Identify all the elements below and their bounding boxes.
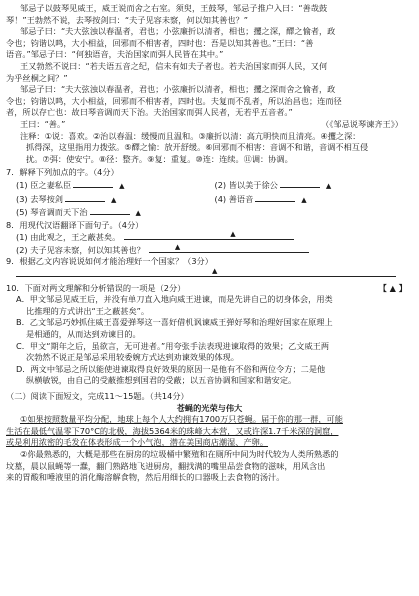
article-title: 苍蝇的光荣与伟大 [176, 402, 243, 413]
option-line: C．甲文“期年之后，虽欲言，无可进者。”用夸张手法表现进谏取得的效果；乙文威王两 [16, 340, 330, 351]
answer-bracket[interactable]: 【 ▲ 】 [378, 282, 407, 293]
answer-blank[interactable] [90, 206, 130, 215]
passage-line: 邹忌子以鼓琴见威王，威王说而舍之右室。须臾，王鼓琴，邹忌子推户入曰：“善哉鼓 [20, 3, 328, 13]
notes-line: 抓得深，这里指用力拨弦。⑤醳之愉：放开舒缓。⑥回邪而不相害：音调不和谐，音调不相互侵 [26, 142, 369, 153]
option-line: A．甲文邹忌见威王后，并没有单刀直入地向威王进谏，而是先讲自己的切身体会，用类 [16, 294, 333, 305]
passage-line: 王曰：“善。” [20, 118, 66, 129]
q7-item: (4) 善语音 [214, 193, 254, 204]
article-line: 来的胃酸和唾液里的消化酶溶解食物，然后用细长的口器吸上去食物的汤汁。 [6, 472, 285, 483]
answer-blank[interactable] [255, 193, 295, 202]
article-line: ①如果按照数量平均分配，地球上每个人大约拥有1700万只苍蝇。届于你的那一群，可能 [20, 414, 343, 425]
q8-item: (1) 由此观之，王之蔽甚矣。 [16, 232, 121, 243]
answer-marker-icon: ▲ [135, 209, 141, 218]
answer-marker-icon: ▲ [110, 195, 117, 204]
option-line: 纵横敏锐，由自己的受蔽推想到国君的受蔽；以五音协调和国家和谐安定。 [26, 375, 297, 386]
question-stem: 8．用现代汉语翻译下面句子。（4分） [6, 219, 144, 230]
article-line: 或是利用浓密的毛发在体表形成一个小气泡，潜在美国商店潮湿、产卵。 [6, 437, 269, 448]
article-line: ②你最熟悉的，大概是那些在厨房的垃圾桶中繁殖和在厕所中间为时代较为人类所熟悉的 [20, 448, 339, 459]
passage-line: 令也；钧谐以鸣，大小相益，回邪而不相害者，四时也。夫复而不乱者，所以治昌也；连而径 [6, 95, 342, 106]
question-7 [6, 167, 413, 219]
answer-marker-icon: ▲ [301, 195, 307, 204]
option-line: B．乙文邹忌巧妙抓住威王喜爱弹琴这一喜好借机讽谏威王弹好琴和治理好国家在原理上 [16, 317, 333, 328]
q7-item: (5) 琴音调而天下治 [16, 207, 88, 218]
passage-line: 语音。”邹忌子曰：“何独语音，夫治国家而弭人民皆在其中。” [6, 49, 224, 60]
question-8 [6, 220, 413, 257]
passage-line: 为乎丝桐之间？” [6, 72, 68, 83]
question-10 [6, 283, 413, 387]
option-line: D．两文中邹忌之所以能使进谏取得良好效果的原因一是他有不俗和两位令方；二是他 [16, 363, 326, 374]
article-line: 坟墓，晨以鼠蝇等一蠢，翻门熟路地飞进厨房，翻找满的嘴里品尝食物的滋味，用风含出 [6, 460, 326, 471]
section-2 [6, 391, 413, 484]
passage [6, 3, 413, 165]
question-stem: 9．根据乙文内容说说如何才能治理好一个国家？（3分） [6, 256, 213, 267]
passage-line: 令也；钧谐以鸣，大小相益，回邪而不相害者，四时也：吾是以知其善也。”王曰：“善 [6, 37, 314, 48]
answer-line[interactable] [16, 268, 396, 277]
q7-item: (2) 皆以美于徐公 [214, 179, 278, 190]
passage-line: 王又勃然不说曰：“若夫语五音之纪，信未有如夫子者也。若夫治国家而弭人民，又何 [20, 60, 328, 71]
passage-source: （《邹忌说琴谏齐王》） [321, 118, 403, 129]
answer-blank[interactable] [73, 179, 113, 188]
option-line: 比推理的方式讲出“王之蔽甚矣”。 [26, 305, 150, 316]
passage-line: 邹忌子曰：“夫大弦浊以春温者，君也；小弦廉折以清者，相也；攫之深而舍之愉者，政 [20, 84, 336, 95]
option-line: 次勃然不说正是邹忌采用较委婉方式达到劝谏效果的体现。 [26, 352, 239, 363]
passage-line: 者，所以存亡也：故曰琴音调而天下治。夫治国家而弭人民者，无若乎五音者。” [6, 107, 293, 118]
answer-blank[interactable] [280, 179, 320, 188]
notes-line: 扰。⑦弭：使安宁。⑧径：整齐。⑨复：重复。⑩连：连续。⑪调：协调。 [26, 153, 293, 164]
passage-line: 琴！”王勃然不说，去琴按剑曰：“夫子见容未察，何以知其善也？” [6, 14, 248, 25]
q8-item: (2) 夫子见容未察，何以知其善也？ [16, 244, 145, 255]
answer-marker-icon: ▲ [174, 243, 181, 251]
notes-line: 注释：①说：喜欢。②治以春温：缓慢而且温和。③廉折以清：高亢明快而且清亮。④攫之深： [20, 130, 361, 141]
answer-line[interactable] [124, 231, 294, 240]
answer-marker-icon: ▲ [212, 268, 218, 276]
question-stem: 7．解释下列加点的字。（4分） [6, 167, 119, 178]
section-stem: （二）阅读下面短文，完成11～15题。（共14分） [6, 391, 189, 401]
answer-line[interactable] [149, 244, 309, 253]
article-line: 生活在最低气温零下70°C的北极，海拔5364米的珠峰大本营，又或许深1.7千米深的洞窟， [6, 425, 339, 436]
question-stem: 10．下面对两文理解和分析错误的一项是（2分） [6, 282, 186, 293]
q7-item: (1) 臣之妻私臣 [16, 179, 72, 190]
q7-item: (3) 去琴按剑 [16, 193, 63, 204]
answer-marker-icon: ▲ [119, 181, 125, 190]
question-9 [6, 256, 413, 280]
answer-marker-icon: ▲ [230, 231, 236, 239]
passage-line: 邹忌子曰：“夫大弦浊以春温者，君也；小弦廉折以清者，相也；攫之深，醳之愉者，政 [20, 26, 336, 37]
answer-blank[interactable] [65, 193, 105, 202]
answer-marker-icon: ▲ [325, 181, 332, 190]
option-line: 是相通的，从而达到劝谏目的。 [26, 329, 141, 340]
